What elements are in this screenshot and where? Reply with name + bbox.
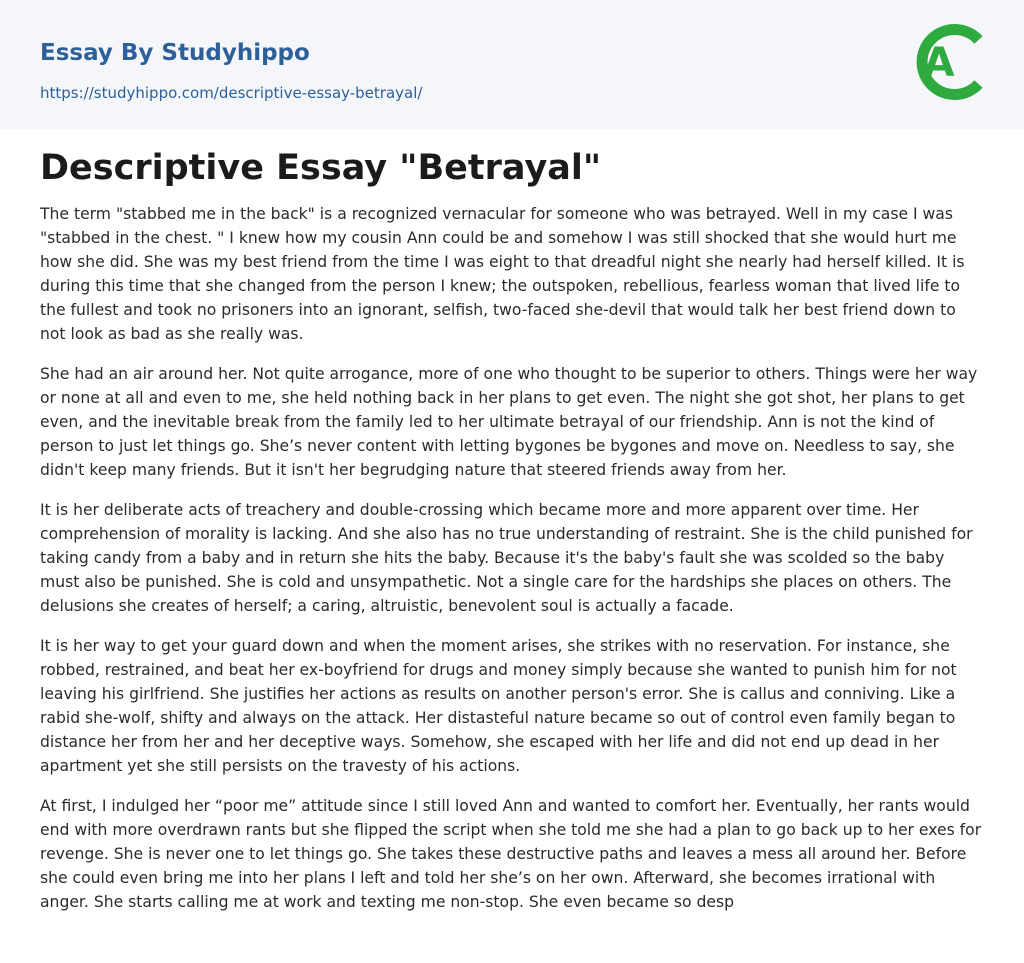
article-body — [40, 145, 984, 963]
studyhippo-logo-icon[interactable] — [912, 18, 988, 106]
article-paragraph-2: She had an air around her. Not quite arrogance, more of one who thought to be superior to others. Things were her way or none at all and even to me, she held nothing back in her plans to get even. The night she got shot, her plans to get even, and the inevitable break from the family led to her ultimate betrayal of our friendship. Ann is not the kind of person to just let things go. She’s never content with letting bygones be bygones and move on. Needless to say, she didn't keep many friends. But it isn't her begrudging nature that steered friends away from her. — [40, 365, 978, 479]
article-paragraph-1: The term "stabbed me in the back" is a recognized vernacular for someone who was betrayed. Well in my case I was "stabbed in the chest. " I knew how my cousin Ann could be and somehow I was still shocked that she would hurt me how she did. She was my best friend from the time I was eight to that dreadful night she nearly had herself killed. It is during this time that she changed from the person I knew; the outspoken, rebellious, fearless woman that lived life to the fullest and took no prisoners into an ignorant, selfish, two-faced she-devil that would talk her best friend down to not look as bad as she really was. — [40, 205, 965, 343]
article-paragraph-4: It is her way to get your guard down and when the moment arises, she strikes with no reservation. For instance, she robbed, restrained, and beat her ex-boyfriend for drugs and money simply because she wanted to punish him for not leaving his girlfriend. She justifies her actions as results on another person's error. She is callus and conniving. Like a rabid she-wolf, shifty and always on the attack. Her distasteful nature became so out of control even family began to distance her from her and her deceptive ways. Somehow, she escaped with her life and did not end up dead in her apartment yet she still persists on the travesty of his actions. — [40, 637, 957, 775]
article-title: Descriptive Essay "Betrayal" — [40, 148, 602, 188]
article-paragraph-3: It is her deliberate acts of treachery and double-crossing which became more and more apparent over time. Her comprehension of morality is lacking. And she also has no true understanding of restraint. She is the child punished for taking candy from a baby and in return she hits the baby. Because it's the baby's fault she was scolded so the baby must also be punished. She is cold and unsympathetic. Not a single care for the hardships she places on others. The delusions she creates of herself; a caring, altruistic, benevolent soul is actually a facade. — [40, 501, 973, 615]
site-brand[interactable]: Essay By Studyhippo — [40, 40, 310, 66]
logo-letter: A — [923, 40, 955, 86]
page-url-link[interactable]: https://studyhippo.com/descriptive-essay-betrayal/ — [40, 84, 423, 102]
article-paragraph-5: At first, I indulged her “poor me” attitude since I still loved Ann and wanted to comfort her. Eventually, her rants would end with more overdrawn rants but she flipped the script when she told me she had a plan to go back up to her exes for revenge. She is never one to let things go. She takes these destructive paths and leaves a mess all around her. Before she could even bring me into her plans I left and told her she’s on her own. Afterward, she becomes irrational with anger. She starts calling me at work and texting me non-stop. She even became so desp — [40, 797, 982, 911]
site-header — [0, 0, 1024, 129]
